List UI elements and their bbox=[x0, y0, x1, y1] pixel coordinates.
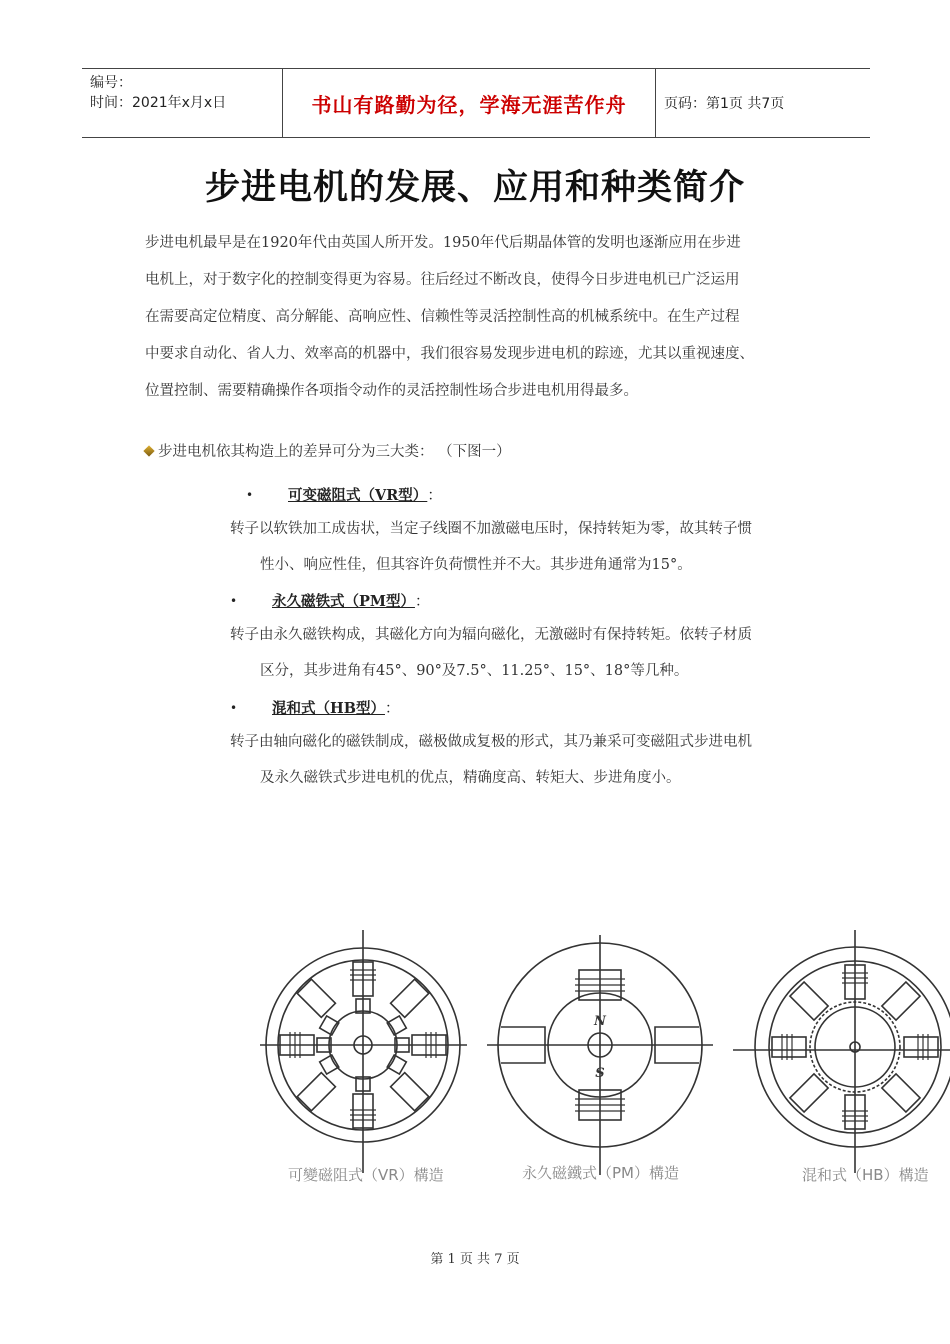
diamond-bullet-icon bbox=[143, 445, 154, 456]
bullet-icon: • bbox=[230, 700, 238, 715]
header-meta bbox=[82, 69, 282, 137]
type-vr-label: 可变磁阻式（VR型） bbox=[288, 487, 428, 504]
type-pm-description bbox=[230, 617, 820, 689]
motor-structure-figures bbox=[255, 925, 950, 1195]
intro-line: 位置控制、需要精确操作各项指令动作的灵活控制性场合步进电机用得最多。 bbox=[145, 383, 638, 399]
bullet-icon: • bbox=[230, 593, 238, 608]
caption-pm: 永久磁鐵式（PM）構造 bbox=[522, 1164, 679, 1182]
motor-diagrams-svg bbox=[255, 925, 950, 1195]
type-vr-colon: ： bbox=[427, 488, 442, 504]
description-line: 区分，其步进角有45°、90°及7.5°、11.25°、15°、18°等几种。 bbox=[260, 663, 689, 679]
pole-n-label: N bbox=[594, 1014, 606, 1029]
type-hb-label: 混和式（HB型） bbox=[272, 700, 385, 717]
type-hb-colon: ： bbox=[384, 701, 400, 717]
intro-line: 在需要高定位精度、高分解能、高响应性、信赖性等灵活控制性高的机械系统中。在生产过程 bbox=[145, 309, 740, 325]
pole-s-label: S bbox=[595, 1066, 605, 1081]
bullet-icon: • bbox=[246, 487, 254, 502]
caption-hb: 混和式（HB）構造 bbox=[802, 1166, 929, 1184]
intro-paragraph bbox=[145, 225, 815, 410]
page-title: 步进电机的发展、应用和种类简介 bbox=[204, 168, 745, 208]
intro-line: 中要求自动化、省人力、效率高的机器中，我们很容易发现步进电机的踪迹，尤其以重视速度、 bbox=[145, 346, 754, 362]
description-line: 转子由轴向磁化的磁铁制成，磁极做成复极的形式，其乃兼采可变磁阻式步进电机 bbox=[230, 734, 752, 750]
header-motto: 书山有路勤为径，学海无涯苦作舟 bbox=[282, 69, 656, 137]
header-table bbox=[82, 68, 870, 138]
type-vr-heading bbox=[246, 484, 442, 505]
description-line: 性小、响应性佳，但其容许负荷惯性并不大。其步进角通常为15°。 bbox=[260, 557, 692, 573]
caption-vr: 可變磁阻式（VR）構造 bbox=[288, 1166, 444, 1184]
hb-motor-diagram bbox=[733, 930, 950, 1173]
intro-line: 步进电机最早是在1920年代由英国人所开发。1950年代后期晶体管的发明也逐渐应用在步进 bbox=[145, 235, 741, 251]
intro-line: 电机上，对于数字化的控制变得更为容易。往后经过不断改良，使得今日步进电机已广泛运用 bbox=[145, 272, 740, 288]
type-hb-description bbox=[230, 724, 820, 796]
description-line: 转子以软铁加工成齿状，当定子线圈不加激磁电压时，保持转矩为零，故其转子惯 bbox=[230, 521, 752, 537]
doc-number-label: 编号： bbox=[90, 75, 132, 91]
header-page-info: 页码：第1页 共7页 bbox=[664, 96, 785, 112]
vr-motor-diagram bbox=[260, 930, 467, 1173]
classification-text: 步进电机依其构造上的差异可分为三大类： （下图一） bbox=[158, 444, 511, 460]
description-line: 转子由永久磁铁构成，其磁化方向为辐向磁化，无激磁时有保持转矩。依转子材质 bbox=[230, 627, 752, 643]
type-vr-description bbox=[230, 511, 820, 583]
type-pm-heading bbox=[230, 590, 430, 611]
description-line: 及永久磁铁式步进电机的优点，精确度高、转矩大、步进角度小。 bbox=[260, 770, 681, 786]
pm-motor-diagram bbox=[487, 935, 713, 1175]
type-hb-heading bbox=[230, 697, 400, 718]
doc-time-label: 时间：2021年x月x日 bbox=[90, 95, 227, 111]
type-pm-label: 永久磁铁式（PM型） bbox=[272, 593, 415, 610]
type-pm-colon: ： bbox=[414, 594, 430, 610]
classification-line bbox=[145, 440, 511, 461]
page-footer: 第 1 页 共 7 页 bbox=[430, 1252, 520, 1267]
